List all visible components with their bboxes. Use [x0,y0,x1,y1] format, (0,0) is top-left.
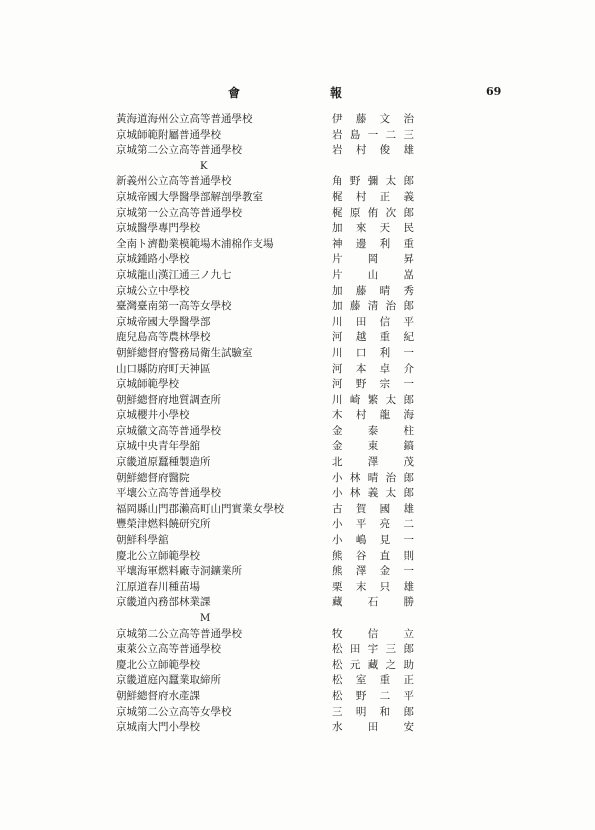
list-item [0,362,595,378]
list-item [0,471,595,487]
list-item [0,705,595,721]
member-name: 松 田 宇 三 郎 [332,643,414,656]
list-item [0,549,595,565]
member-name: 加 來 天 民 [332,222,414,235]
member-name: 松 元 藏 之 助 [332,658,414,671]
list-item [0,455,595,471]
member-name: 松 野 二 平 [332,689,414,702]
list-item [0,408,595,424]
list-item [0,673,595,689]
organization-name: 京城櫻井小學校 [116,409,190,422]
organization-name: 東萊公立高等普通學校 [116,643,221,656]
list-item [0,720,595,736]
organization-name: 京畿道內務部林業課 [116,596,211,609]
member-list [0,112,595,736]
organization-name: 臺灣臺南第一高等女學校 [116,300,232,313]
list-item [0,174,595,190]
organization-name: 江原道春川種苗場 [116,580,200,593]
member-name: 三 明 和 郎 [332,705,414,718]
member-name: 梶 原 侑 次 郎 [332,206,414,219]
organization-name: 京城第一公立高等普通學校 [116,206,242,219]
list-item [0,346,595,362]
list-item [0,128,595,144]
organization-name: 京城第二公立高等女學校 [116,705,232,718]
member-name: 片 岡 昇 [332,253,414,266]
organization-name: 京城帝國大學醫學部解剖學教室 [116,190,263,203]
list-item [0,299,595,315]
header-right-char: 報 [330,86,343,100]
list-item [0,393,595,409]
organization-name: 京城帝國大學醫學部 [116,315,211,328]
member-name: 岩 村 俊 雄 [332,144,414,157]
member-name: 栗 末 只 雄 [332,580,414,593]
organization-name: 京城師範學校 [116,378,179,391]
member-name: 小 平 亮 二 [332,518,414,531]
section-letter-text: M [200,613,211,624]
list-item [0,112,595,128]
list-item [0,642,595,658]
member-name: 金 泰 柱 [332,424,414,437]
organization-name: 京城第二公立高等普通學校 [116,144,242,157]
list-item [0,595,595,611]
section-letter [0,159,595,175]
organization-name: 京城第二公立高等普通學校 [116,627,242,640]
list-item [0,439,595,455]
organization-name: 朝鮮總督府水產課 [116,689,200,702]
member-name: 熊 澤 金 一 [332,565,414,578]
member-name: 加 藤 晴 秀 [332,284,414,297]
member-name: 松 室 重 正 [332,674,414,687]
list-item [0,564,595,580]
organization-name: 平壤公立高等普通學校 [116,487,221,500]
organization-name: 京城醫學專門學校 [116,222,200,235]
list-item [0,237,595,253]
list-item [0,330,595,346]
organization-name: 黃海道海州公立高等普通學校 [116,113,253,125]
member-name: 古 賀 國 雄 [332,502,414,515]
member-name: 藏 石 勝 [332,596,414,609]
organization-name: 朝鮮總督府地質調查所 [116,393,221,406]
member-name: 小 嶋 見 一 [332,534,414,547]
member-name: 河 野 宗 一 [332,378,414,391]
member-name: 角 野 彌 太 郎 [332,175,414,188]
organization-name: 京城徽文高等普通學校 [116,424,221,437]
organization-name: 慶北公立師範學校 [116,658,200,671]
member-name: 北 澤 茂 [332,456,414,469]
member-name: 加 藤 清 治 郎 [332,300,414,313]
organization-name: 京城中央青年學舘 [116,440,200,453]
member-name: 金 東 鎬 [332,440,414,453]
organization-name: 福岡縣山門郡瀨高町山門實業女學校 [116,502,284,515]
list-item [0,252,595,268]
section-letter-text: K [200,160,208,172]
member-name: 河 越 重 紀 [332,331,414,344]
list-item [0,486,595,502]
member-name: 小 林 晴 治 郎 [332,471,414,484]
organization-name: 京畿道原蠶種製造所 [116,456,211,469]
member-name: 梶 村 正 義 [332,190,414,203]
organization-name: 新義州公立高等普通學校 [116,175,232,188]
member-name: 木 村 龍 海 [332,409,414,422]
list-item [0,424,595,440]
organization-name: 全南ト濟勸業模範場木浦棉作支場 [116,237,274,250]
section-letter [0,611,595,627]
organization-name: 朝鮮科學舘 [116,534,169,547]
organization-name: 京城鍾路小學校 [116,253,190,266]
member-name: 神 邊 利 重 [332,237,414,250]
list-item [0,221,595,237]
organization-name: 山口縣防府町天神區 [116,362,211,375]
organization-name: 京城南大門小學校 [116,721,200,734]
organization-name: 平壤海軍燃料廠寺洞鑛業所 [116,565,242,578]
member-name: 川 口 利 一 [332,346,414,359]
member-name: 片 山 嵓 [332,268,414,281]
list-item [0,502,595,518]
list-item [0,206,595,222]
organization-name: 慶北公立師範學校 [116,549,200,562]
organization-name: 鹿兒島高等農林學校 [116,331,211,344]
organization-name: 朝鮮總督府醫院 [116,471,190,484]
header-left-char: 會 [228,86,241,100]
list-item [0,143,595,159]
organization-name: 京城公立中學校 [116,284,190,297]
list-item [0,658,595,674]
list-item [0,533,595,549]
member-name: 水 田 安 [332,721,414,734]
member-name: 牧 信 立 [332,627,414,640]
organization-name: 朝鮮總督府警務局衛生試驗室 [116,346,253,359]
list-item [0,580,595,596]
list-item [0,517,595,533]
page-header [0,84,595,100]
member-name: 伊 藤 文 治 [332,113,414,125]
list-item [0,190,595,206]
list-item [0,627,595,643]
list-item [0,689,595,705]
member-name: 川 崎 繁 太 郎 [332,393,414,406]
member-name: 熊 谷 直 則 [332,549,414,562]
member-name: 河 本 卓 介 [332,362,414,375]
list-item [0,284,595,300]
member-name: 川 田 信 平 [332,315,414,328]
organization-name: 京畿道庭內蠶業取締所 [116,674,221,687]
organization-name: 京城師範附屬普通學校 [116,128,221,141]
page-number: 69 [486,85,502,98]
list-item [0,268,595,284]
member-name: 小 林 義 太 郎 [332,487,414,500]
list-item [0,377,595,393]
organization-name: 豐榮津燃料饒研究所 [116,518,211,531]
list-item [0,315,595,331]
organization-name: 京城龍山漢江通三ノ九七 [116,268,232,281]
member-name: 岩 島 一 二 三 [332,128,414,141]
